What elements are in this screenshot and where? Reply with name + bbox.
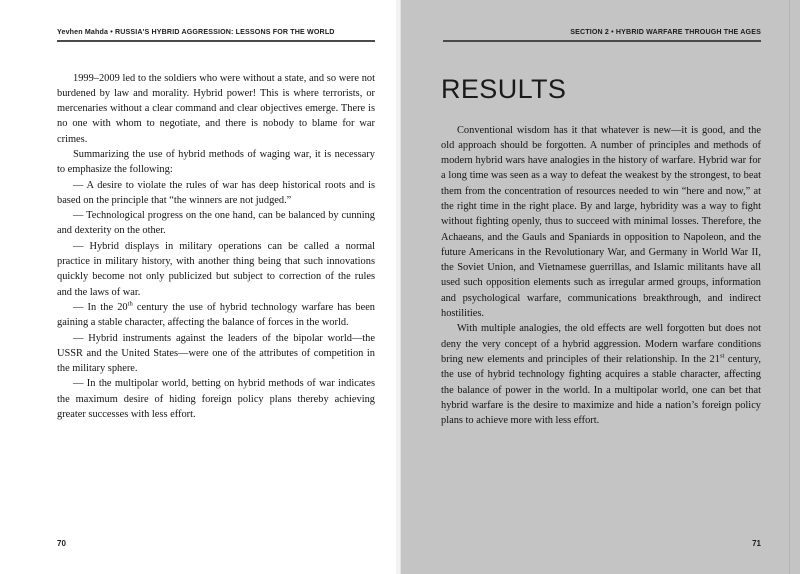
- right-page: [401, 0, 800, 574]
- running-head-rule-right: [443, 40, 761, 42]
- paragraph-with-superscript: [441, 321, 761, 428]
- paragraph-text-after: century the use of hybrid technology warfare has been gaining a stable character, affecting the balance of forces in the world.: [57, 301, 375, 329]
- page-number-left: 70: [57, 539, 66, 548]
- page-number-right: 71: [752, 539, 761, 548]
- running-head-left: Yevhen Mahda • RUSSIA'S HYBRID AGGRESSION: LESSONS FOR THE WORLD: [57, 28, 335, 36]
- left-page-body: [57, 71, 375, 423]
- paragraph: — Hybrid displays in military operations can be called a normal practice in military history, with another thing being that such innovations quickly become not only publicized but subject to correction of the rules and the laws of war.: [57, 240, 375, 298]
- left-page: [0, 0, 396, 574]
- right-page-body: [441, 123, 761, 429]
- running-head-rule-left: [57, 40, 375, 42]
- paragraph: — In the multipolar world, betting on hybrid methods of war indicates the maximum desire of hiding foreign policy plans thereby achieving greater successes with less effort.: [57, 378, 375, 421]
- paragraph: Summarizing the use of hybrid methods of waging war, it is necessary to emphasize the following:: [57, 148, 375, 176]
- ordinal-superscript: th: [127, 300, 133, 308]
- ordinal-superscript: st: [719, 352, 725, 360]
- paragraph: — Hybrid instruments against the leaders of the bipolar world—the USSR and the United States—were one of the attributes of competition in the military sphere.: [57, 332, 375, 375]
- paragraph-with-superscript: [57, 300, 375, 331]
- paragraph: — Technological progress on the one hand, can be balanced by cunning and dexterity on the other.: [57, 210, 375, 237]
- paragraph: 1999–2009 led to the soldiers who were without a state, and so were not burdened by law and morality. Hybrid power! This is where terrorists, or mercenaries without a clear command and clear objectives emerge. There is no one with whom to negotiate, and there is nobody to blame for war crimes.: [57, 72, 375, 145]
- paragraph-text-after: century, the use of hybrid technology fighting acquires a stable character, affecting the balance of power in the world. In a multipolar world, one can bet that hybrid warfare is the desire to maximize and hide a nation’s foreign policy plans to achieve more with less effort.: [441, 353, 761, 427]
- paragraph: Conventional wisdom has it that whatever is new—it is good, and the old approach should be forgotten. A number of principles and methods of modern hybrid wars have analogies in the history of warfare. Hybrid war for a long time was seen as a way to defeat the weakest by the strongest, to beat them from the concentration of resources needed to win “here and now,” at the right time in the right place. By and large, hybridity was a way to fight without fighting openly, thus to succeed with minimal losses. Therefore, the Achaeans, and the Gauls and Spaniards in opposition to Napoleon, and the future Americans in the Revolutionary War, and Germany in World War II, the Soviet Union, and Vietnamese guerrillas, and Islamic militants have all used such opposition elements such as irregular armed groups, information and psychological warfare, communications breakthrough, and indirect hostilities.: [441, 124, 761, 320]
- paragraph-text-before: With multiple analogies, the old effects are well forgotten but does not deny the very concept of a hybrid aggression. Modern warfare conditions bring new elements and principles of their relationship. In the 21: [441, 323, 761, 365]
- running-head-right: SECTION 2 • HYBRID WARFARE THROUGH THE AGES: [570, 28, 761, 36]
- paragraph: — A desire to violate the rules of war has deep historical roots and is based on the principle that “the winners are not judged.”: [57, 179, 375, 206]
- section-heading-results: RESULTS: [441, 73, 567, 104]
- paragraph-text-before: — In the 20: [73, 301, 128, 313]
